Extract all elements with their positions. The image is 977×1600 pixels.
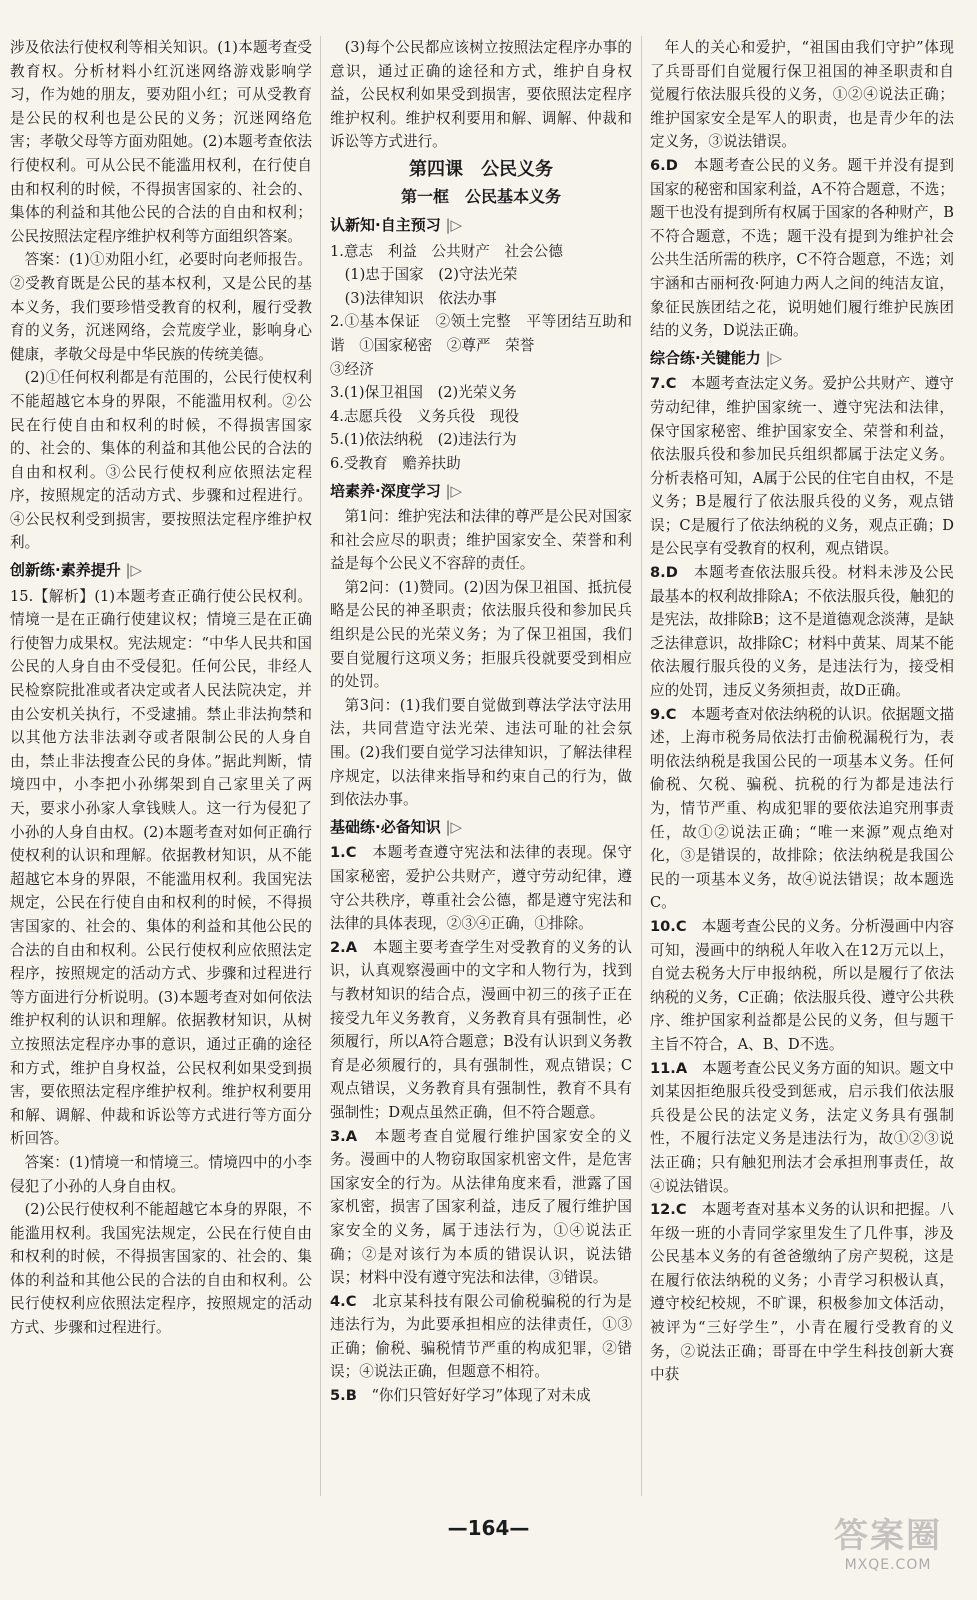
deep-item: 第1问：维护宪法和法律的尊严是公民对国家和社会应尽的职责；维护国家安全、荣誉和利益是每个公民义不容辞的责任。 — [330, 508, 632, 573]
question-item: 9.C 本题考查对依法纳税的认识。依据题文描述，上海市税务局依法打击偷税漏税行为，表明依法纳税是我国公民的一项基本义务。任何偷税、欠税、骗税、抗税的行为都是违法行为，情节严重、构成犯罪的要依法追究刑事责任，故①②说法正确；“唯一来源”观点绝对化，③是错误的，故排除；依法纳税是我国公民的一项基本义务，故④说法错误；故本题选C。 — [650, 705, 954, 912]
preview-item: 5.(1)依法纳税 (2)违法行为 — [330, 431, 517, 449]
lesson-title: 第四课 公民义务 — [409, 158, 553, 180]
paragraph: 15.【解析】(1)本题考查正确行使公民权利。情境一是在正确行使建议权；情境三是在正确行使智力成果权。宪法规定：“中华人民共和国公民的人身自由不受侵犯。任何公民，非经人民检察院批准或者决定或者人民法院决定，并由公安机关执行，不受逮捕。禁止非法拘禁和以其他方法非法剥夺或者限制公民的人身自由，禁止非法搜查公民的身体。”据此判断，情境四中，小李把小孙绑架到自己家里关了两天，要求小孙家人拿钱赎人。这一行为侵犯了小孙的人身自由权。(2)本题考查对如何正确行使权利的认识和理解。依据教材知识，从不能超越它本身的界限，不能滥用权利。我国宪法规定，公民在行使自由和权利的时候，不得损害国家的、社会的、集体的利益和其他公民的合法的自由和权利。公民行使权利应依照法定程序，按照规定的活动方式、步骤和过程进行等方面进行分析说明。(3)本题考查对如何依法维护权利的认识和理解。依据教材知识，从树立按照法定程序办事的意识，通过正确的途径和方式，维护自身权益，公民权利如果受到损害，要依照法定程序维护权利。维护权利要用和解、调解、仲裁和诉讼等方式进行等方面分析回答。 — [10, 587, 312, 1148]
question-item: 5.B “你们只管好好学习”体现了对未成 — [330, 1387, 591, 1405]
question-item: 2.A 本题主要考查学生对受教育的义务的认识，认真观察漫画中的文字和人物行为，找到与教材知识的结合点，漫画中初三的孩子正在接受九年义务教育，义务教育具有强制性，必须履行，所以A符合题意；B没有认识到义务教育是必须履行的，具有强制性，观点错误；C观点错误，义务教育具有强制性，教育不具有强制性；D观点虽然正确，但不符合题意。 — [330, 938, 632, 1121]
section-heading-basic: 基础练·必备知识 |▷ — [330, 817, 463, 836]
preview-item: 1.意志 利益 公共财产 社会公德 — [330, 242, 563, 260]
question-item: 8.D 本题考查依法服兵役。材料未涉及公民最基本的权利故排除A；不依法服兵役，触犯的是宪法，故排除B；这不是道德观念淡薄，是缺乏法律意识，故排除C；材料中黄某、周某不能依法履行服兵役的义务，是违法行为，接受相应的处罚，违反义务须担责，故D正确。 — [650, 564, 954, 700]
preview-item: 4.志愿兵役 义务兵役 现役 — [330, 407, 520, 425]
section-heading-comprehensive: 综合练·关键能力 |▷ — [650, 348, 783, 367]
question-item: 1.C 本题考查遵守宪法和法律的表现。保守国家秘密，爱护公共财产，遵守劳动纪律，遵守公共秩序，尊重社会公德，都是遵守宪法和法律的具体表现，②③④正确，①排除。 — [330, 844, 632, 933]
answer-paragraph: 答案：(1)①劝阻小红，必要时向老师报告。②受教育既是公民的基本权利，又是公民的基本义务，我们要珍惜受教育的权利，履行受教育的义务，沉迷网络，会荒废学业，影响身心健康，孝敬父母是中华民族的传统美德。 — [10, 251, 312, 363]
page-number: —164— — [447, 1516, 530, 1540]
question-item: 4.C 北京某科技有限公司偷税骗税的行为是违法行为，为此要承担相应的法律责任，①③正确；偷税、骗税情节严重的构成犯罪，②错误；④说法正确，但题意不相符。 — [330, 1292, 632, 1381]
column-1 — [10, 36, 312, 1340]
watermark-logo-text: 答案圈 — [834, 1516, 942, 1556]
deep-item: 第3问：(1)我们要自觉做到尊法学法守法用法，共同营造守法光荣、违法可耻的社会氛围。(2)我们要自觉学习法律知识，了解法律程序规定，以法律来指导和约束自己的行为，做到依法办事。 — [330, 696, 632, 809]
question-item: 11.A 本题考查公民义务方面的知识。题文中刘某因拒绝服兵役受到惩戒，启示我们依法服兵役是公民的法定义务，法定义务具有强制性，不履行法定义务是违法行为，故①②③说法正确；只有触犯刑法才会承担刑事责任，故④说法错误。 — [650, 1059, 954, 1195]
preview-item: 2.①基本保证 ②领土完整 平等团结互助和谐 ①国家秘密 ②尊严 荣誉 — [330, 313, 632, 354]
preview-item: (3)法律知识 依法办事 — [344, 289, 497, 307]
question-item: 10.C 本题考查公民的义务。分析漫画中内容可知，漫画中的纳税人年收入在12万元以上，自觉去税务大厅申报纳税，所以是履行了依法纳税的义务，C正确；依法服兵役、遵守公共秩序、维护国家利益都是公民的义务，但与题干主旨不符合，A、B、D不选。 — [650, 917, 954, 1053]
watermark-url: MXQE.COM — [844, 1557, 932, 1573]
column-3 — [650, 36, 954, 1387]
column-divider — [641, 36, 642, 1496]
column-2 — [330, 36, 632, 1408]
preview-item: (1)忠于国家 (2)守法光荣 — [344, 266, 518, 284]
watermark-logo — [813, 1508, 963, 1586]
paragraph: (3)每个公民都应该树立按照法定程序办事的意识，通过正确的途径和方式，维护自身权益，公民权利如果受到损害，要依照法定程序维护权利。维护权利要用和解、调解、仲裁和诉讼等方式进行。 — [330, 39, 632, 151]
deep-item: 第2问：(1)赞同。(2)因为保卫祖国、抵抗侵略是公民的神圣职责；依法服兵役和参加民兵组织是公民的光荣义务；为了保卫祖国，我们要自觉履行这项义务；拒服兵役就要受到相应的处罚。 — [330, 578, 632, 691]
section-heading-deep-learning: 培素养·深度学习 |▷ — [330, 481, 463, 500]
paragraph: 年人的关心和爱护，“祖国由我们守护”体现了兵哥哥们自觉履行保卫祖国的神圣职责和自觉履行依法服兵役的义务，①②④说法正确；维护国家安全是军人的职责，也是青少年的法定义务，③说法错误。 — [650, 39, 954, 151]
question-item: 6.D 本题考查公民的义务。题干并没有提到国家的秘密和国家利益，A不符合题意，不选；题干也没有提到所有权属于国家的各种财产，B不符合题意，不选；题干没有提到为维护社会公共生活所需的秩序，C不符合题意，不选；刘宇涵和古丽柯孜·阿迪力两人之间的纯洁友谊，象征民族团结之花，说明她们履行维护民族团结的义务，D说法正确。 — [650, 156, 954, 340]
preview-item: 6.受教育 赡养扶助 — [330, 454, 461, 472]
preview-item: ③经济 — [330, 360, 374, 378]
section-heading-innovation: 创新练·素养提升 |▷ — [10, 561, 143, 580]
section-heading-preview: 认新知·自主预习 |▷ — [330, 215, 463, 234]
paragraph: (2)公民行使权利不能超越它本身的界限，不能滥用权利。我国宪法规定，公民在行使自由和权利的时候，不得损害国家的、社会的、集体的利益和其他公民的合法的自由和权利。公民行使权利应依照法定程序，按照规定的活动方式、步骤和过程进行。 — [10, 1201, 312, 1337]
column-divider — [320, 36, 321, 1496]
paragraph: 涉及依法行使权利等相关知识。(1)本题考查受教育权。分析材料小红沉迷网络游戏影响学习，作为她的朋友，要劝阻小红；可从受教育是公民的权利也是公民的义务；沉迷网络危害；孝敬父母等方面劝阻她。(2)本题考查依法行使权利。可从公民不能滥用权利，在行使自由和权利的时候，不得损害国家的、社会的、集体的利益和其他公民的合法的自由和权利；公民按照法定程序维护权利等方面组织答案。 — [10, 39, 312, 245]
frame-title: 第一框 公民基本义务 — [400, 186, 561, 206]
paragraph: (2)①任何权利都是有范围的，公民行使权利不能超越它本身的界限，不能滥用权利。②公民在行使自由和权利的时候，不得损害国家的、社会的、集体的利益和其他公民的合法的自由和权利。③公民行使权利应依照法定程序，按照规定的活动方式、步骤和过程进行。④公民权利受到损害，要按照法定程序维护权利。 — [10, 369, 312, 552]
preview-item: 3.(1)保卫祖国 (2)光荣义务 — [330, 384, 517, 402]
question-item: 12.C 本题考查对基本义务的认识和把握。八年级一班的小青同学家里发生了几件事，涉及公民基本义务的有爸爸缴纳了房产契税，这是在履行依法纳税的义务；小青学习积极认真，遵守校纪校规，不旷课，积极参加文体活动，被评为“三好学生”，小青在履行受教育的义务，②说法正确；哥哥在中学生科技创新大赛中获 — [650, 1201, 954, 1384]
answer-paragraph: 答案：(1)情境一和情境三。情境四中的小李侵犯了小孙的人身自由权。 — [10, 1153, 312, 1195]
question-item: 3.A 本题考查自觉履行维护国家安全的义务。漫画中的人物窃取国家机密文件，是危害国家安全的行为。从法律角度来看，泄露了国家机密，损害了国家利益，违反了履行维护国家安全的义务，属于违法行为，①④说法正确；②是对该行为本质的错误认识，说法错误；材料中没有遵守宪法和法律，③错误。 — [330, 1127, 632, 1287]
question-item: 7.C 本题考查法定义务。爱护公共财产、遵守劳动纪律，维护国家统一、遵守宪法和法律，保守国家秘密、维护国家安全、荣誉和利益，依法服兵役和参加民兵组织都属于法定义务。分析表格可知，A属于公民的住宅自由权，不是义务；B是履行了依法服兵役的义务，观点错误；C是履行了依法纳税的义务，观点正确；D是公民享有受教育的权利，观点错误。 — [650, 375, 954, 558]
